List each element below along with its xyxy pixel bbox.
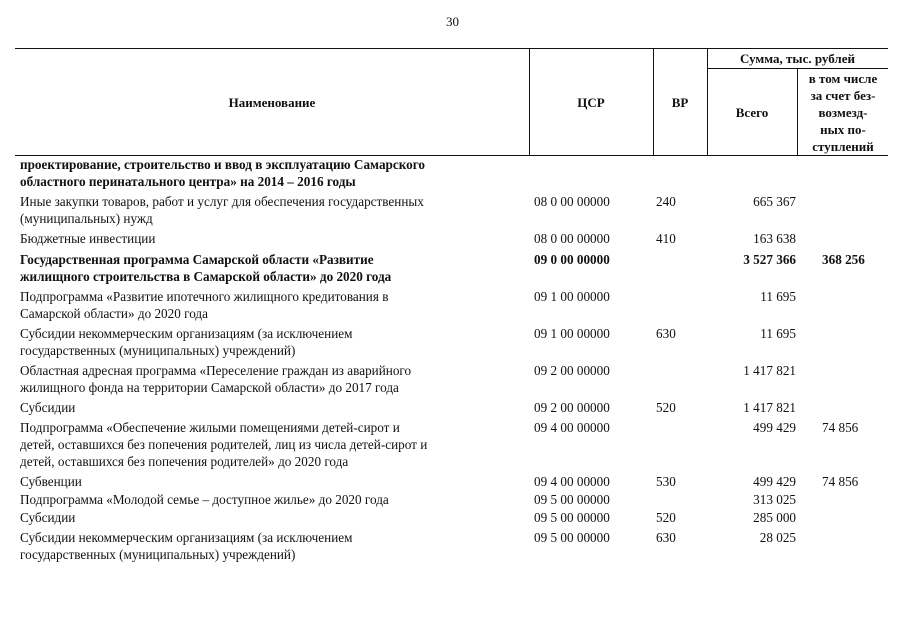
row-name: [20, 491, 520, 508]
row-total: 285 000: [753, 510, 796, 525]
row-vr: 520: [656, 400, 676, 415]
row-total: 11 695: [760, 326, 796, 341]
header-bezv-line: в том числе: [808, 70, 878, 86]
table-row: [20, 509, 875, 526]
row-name: [20, 509, 520, 526]
row-csr: 09 4 00 00000: [534, 420, 610, 435]
table-row: [20, 325, 875, 359]
table-row: [20, 491, 875, 508]
row-csr: 09 1 00 00000: [534, 289, 610, 304]
row-name: [20, 529, 520, 563]
row-name-line: Государственная программа Самарской области «Развитие: [20, 252, 374, 267]
row-name-line: областного перинатального центра» на 2014 – 2016 годы: [20, 174, 356, 189]
table-row: [20, 362, 875, 396]
row-name-line: жилищного фонда на территории Самарской области» до 2017 года: [20, 380, 399, 395]
row-name-line: Бюджетные инвестиции: [20, 231, 156, 246]
row-name-line: Подпрограмма «Развитие ипотечного жилищного кредитования в: [20, 289, 389, 304]
row-name-line: Субсидии некоммерческим организациям (за исключением: [20, 326, 353, 341]
row-name-line: Областная адресная программа «Переселение граждан из аварийного: [20, 363, 412, 378]
row-name-line: Иные закупки товаров, работ и услуг для обеспечения государственных: [20, 194, 424, 209]
row-name-line: Субсидии: [20, 400, 76, 415]
table-body: [20, 156, 895, 563]
header-bezvozmezd: [797, 68, 889, 156]
row-total: 499 429: [753, 420, 796, 435]
header-bezv-line: за счет без-: [810, 87, 876, 103]
header-total: Всего: [735, 104, 769, 120]
row-name: [20, 419, 520, 470]
row-vr: 410: [656, 231, 676, 246]
header-bezv-line: ступлений: [812, 138, 874, 154]
row-csr: 08 0 00 00000: [534, 194, 610, 209]
row-name-line: Субсидии некоммерческим организациям (за исключением: [20, 530, 353, 545]
row-csr: 09 5 00 00000: [534, 510, 610, 525]
row-name-line: жилищного строительства в Самарской области» до 2020 года: [20, 269, 392, 284]
table-row: [20, 529, 875, 563]
table-row: [20, 419, 875, 470]
row-total: 163 638: [753, 231, 796, 246]
row-bezv: 74 856: [822, 420, 859, 435]
row-total: 11 695: [760, 289, 796, 304]
table-row: [20, 156, 875, 190]
row-total: 499 429: [753, 474, 796, 489]
row-name-line: детей, оставшихся без попечения родителей, лиц из числа детей-сирот и: [20, 437, 428, 452]
row-csr: 09 0 00 00000: [534, 252, 610, 267]
row-vr: 630: [656, 530, 676, 545]
row-total: 3 527 366: [743, 252, 796, 267]
row-name-line: детей, оставшихся без попечения родителей» до 2020 года: [20, 454, 349, 469]
row-csr: 09 5 00 00000: [534, 530, 610, 545]
table-row: [20, 193, 875, 227]
header-bezv-line: возмезд-: [818, 104, 868, 120]
row-csr: 09 1 00 00000: [534, 326, 610, 341]
table-row: [20, 399, 875, 416]
row-csr: 09 5 00 00000: [534, 492, 610, 507]
table-row: [20, 230, 875, 247]
table-row: [20, 473, 875, 490]
row-name-line: Субсидии: [20, 510, 76, 525]
row-bezv: 368 256: [822, 252, 865, 267]
page-number: 30: [446, 14, 459, 29]
row-vr: 630: [656, 326, 676, 341]
row-csr: 09 2 00 00000: [534, 363, 610, 378]
row-vr: 520: [656, 510, 676, 525]
row-name: [20, 325, 520, 359]
row-name: [20, 230, 520, 247]
table-row: [20, 251, 875, 285]
header-bezv-line: ных по-: [820, 121, 866, 137]
header-csr: ЦСР: [577, 94, 605, 110]
row-name: [20, 362, 520, 396]
row-csr: 09 2 00 00000: [534, 400, 610, 415]
row-total: 313 025: [753, 492, 796, 507]
row-total: 28 025: [759, 530, 796, 545]
row-csr: 08 0 00 00000: [534, 231, 610, 246]
row-name-line: государственных (муниципальных) учреждений): [20, 343, 296, 358]
table-header: [15, 48, 890, 156]
row-total: 1 417 821: [743, 400, 796, 415]
row-name-line: Подпрограмма «Обеспечение жилыми помещениями детей-сирот и: [20, 420, 400, 435]
header-name: Наименование: [228, 94, 316, 110]
row-total: 665 367: [753, 194, 796, 209]
row-name: [20, 156, 520, 190]
header-sum-group: Сумма, тыс. рублей: [740, 50, 855, 66]
row-name-line: проектирование, строительство и ввод в эксплуатацию Самарского: [20, 157, 425, 172]
row-total: 1 417 821: [743, 363, 796, 378]
row-vr: 530: [656, 474, 676, 489]
row-name-line: государственных (муниципальных) учреждений): [20, 547, 296, 562]
header-vr: ВР: [671, 94, 689, 110]
row-bezv: 74 856: [822, 474, 859, 489]
row-name: [20, 399, 520, 416]
row-vr: 240: [656, 194, 676, 209]
row-name: [20, 473, 520, 490]
row-name-line: (муниципальных) нужд: [20, 211, 153, 226]
row-name: [20, 288, 520, 322]
row-csr: 09 4 00 00000: [534, 474, 610, 489]
row-name-line: Подпрограмма «Молодой семье – доступное жилье» до 2020 года: [20, 492, 389, 507]
table-row: [20, 288, 875, 322]
row-name: [20, 251, 520, 285]
row-name-line: Субвенции: [20, 474, 82, 489]
row-name-line: Самарской области» до 2020 года: [20, 306, 208, 321]
row-name: [20, 193, 520, 227]
